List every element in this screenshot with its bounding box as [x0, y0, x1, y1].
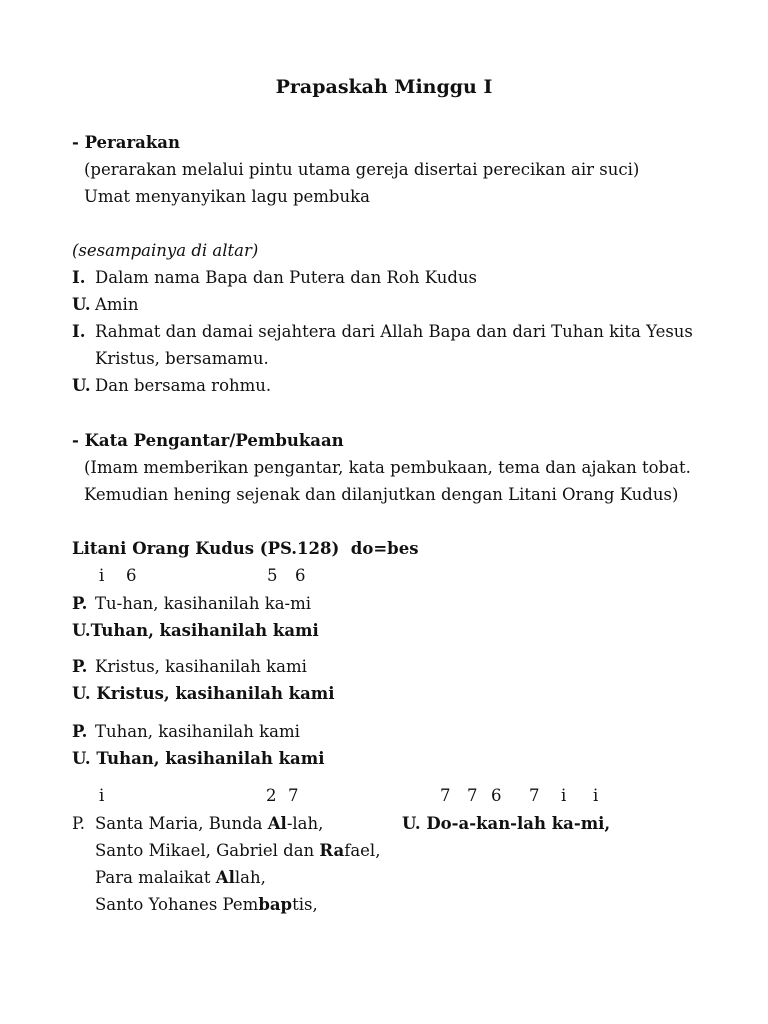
kyrie-response-line: U. Kristus, kasihanilah kami	[72, 684, 335, 703]
music-note: i	[561, 786, 567, 805]
perarakan-note: (perarakan melalui pintu utama gereja disertai perecikan air suci)	[84, 160, 640, 179]
music-note: 7	[440, 786, 451, 805]
kyrie-priest-line: Tuhan, kasihanilah kami	[95, 722, 300, 741]
liturgy-line: Dalam nama Bapa dan Putera dan Roh Kudus	[95, 268, 477, 287]
music-note: 7	[288, 786, 299, 805]
pengantar-heading: - Kata Pengantar/Pembukaan	[72, 431, 344, 450]
perarakan-heading: - Perarakan	[72, 133, 180, 152]
speaker-label: P.	[72, 722, 88, 741]
saint-invocation	[95, 895, 318, 915]
music-note: 2	[266, 786, 277, 805]
page-title: Prapaskah Minggu I	[275, 76, 493, 98]
liturgy-line: Rahmat dan damai sejahtera dari Allah Bapa dan dari Tuhan kita Yesus	[95, 322, 693, 341]
kyrie-response-line: U. Tuhan, kasihanilah kami	[72, 749, 325, 768]
music-note: 6	[491, 786, 502, 805]
altar-note: (sesampainya di altar)	[72, 241, 259, 260]
speaker-label: U.	[72, 295, 91, 314]
music-note: 5	[267, 566, 278, 585]
saint-text: Santo Yohanes Pem	[95, 895, 259, 914]
kyrie-response-line: U.Tuhan, kasihanilah kami	[72, 621, 319, 640]
speaker-label: I.	[72, 268, 86, 287]
speaker-label: P.	[72, 594, 88, 613]
saint-text: tis,	[292, 895, 318, 914]
saint-text: Santa Maria, Bunda	[95, 814, 268, 833]
speaker-label: U.	[72, 376, 91, 395]
saint-text: Santo Mikael, Gabriel dan	[95, 841, 320, 860]
music-note: 7	[467, 786, 478, 805]
saint-accent: Al	[267, 814, 287, 833]
liturgy-line: Dan bersama rohmu.	[95, 376, 272, 395]
saint-text: lah,	[234, 868, 266, 887]
pengantar-note-2: Kemudian hening sejenak dan dilanjutkan dengan Litani Orang Kudus)	[84, 485, 679, 504]
saint-text: -lah,	[286, 814, 324, 833]
speaker-label: P.	[72, 814, 86, 833]
litany-response: U. Do-a-kan-lah ka-mi,	[402, 814, 611, 833]
saint-invocation	[95, 868, 266, 888]
kyrie-priest-line: Kristus, kasihanilah kami	[95, 657, 307, 676]
liturgy-line: Amin	[95, 295, 139, 314]
litani-heading: Litani Orang Kudus (PS.128) do=bes	[72, 539, 419, 558]
saint-text: fael,	[344, 841, 381, 860]
saint-accent: bap	[258, 895, 293, 914]
liturgy-line-continued: Kristus, bersamamu.	[95, 349, 269, 368]
pengantar-note-1: (Imam memberikan pengantar, kata pembukaan, tema dan ajakan tobat.	[84, 458, 691, 477]
music-note: i	[99, 786, 105, 805]
saint-invocation	[95, 814, 323, 834]
music-note: 7	[529, 786, 540, 805]
saint-invocation	[95, 841, 380, 861]
music-note: i	[99, 566, 105, 585]
kyrie-priest-line: Tu-han, kasihanilah ka-mi	[95, 594, 312, 613]
saint-accent: Ra	[319, 841, 345, 860]
speaker-label: I.	[72, 322, 86, 341]
music-note: 6	[126, 566, 137, 585]
music-note: 6	[295, 566, 306, 585]
perarakan-text: Umat menyanyikan lagu pembuka	[84, 187, 370, 206]
speaker-label: P.	[72, 657, 88, 676]
saint-text: Para malaikat	[95, 868, 216, 887]
saint-accent: Al	[215, 868, 235, 887]
music-note: i	[593, 786, 599, 805]
